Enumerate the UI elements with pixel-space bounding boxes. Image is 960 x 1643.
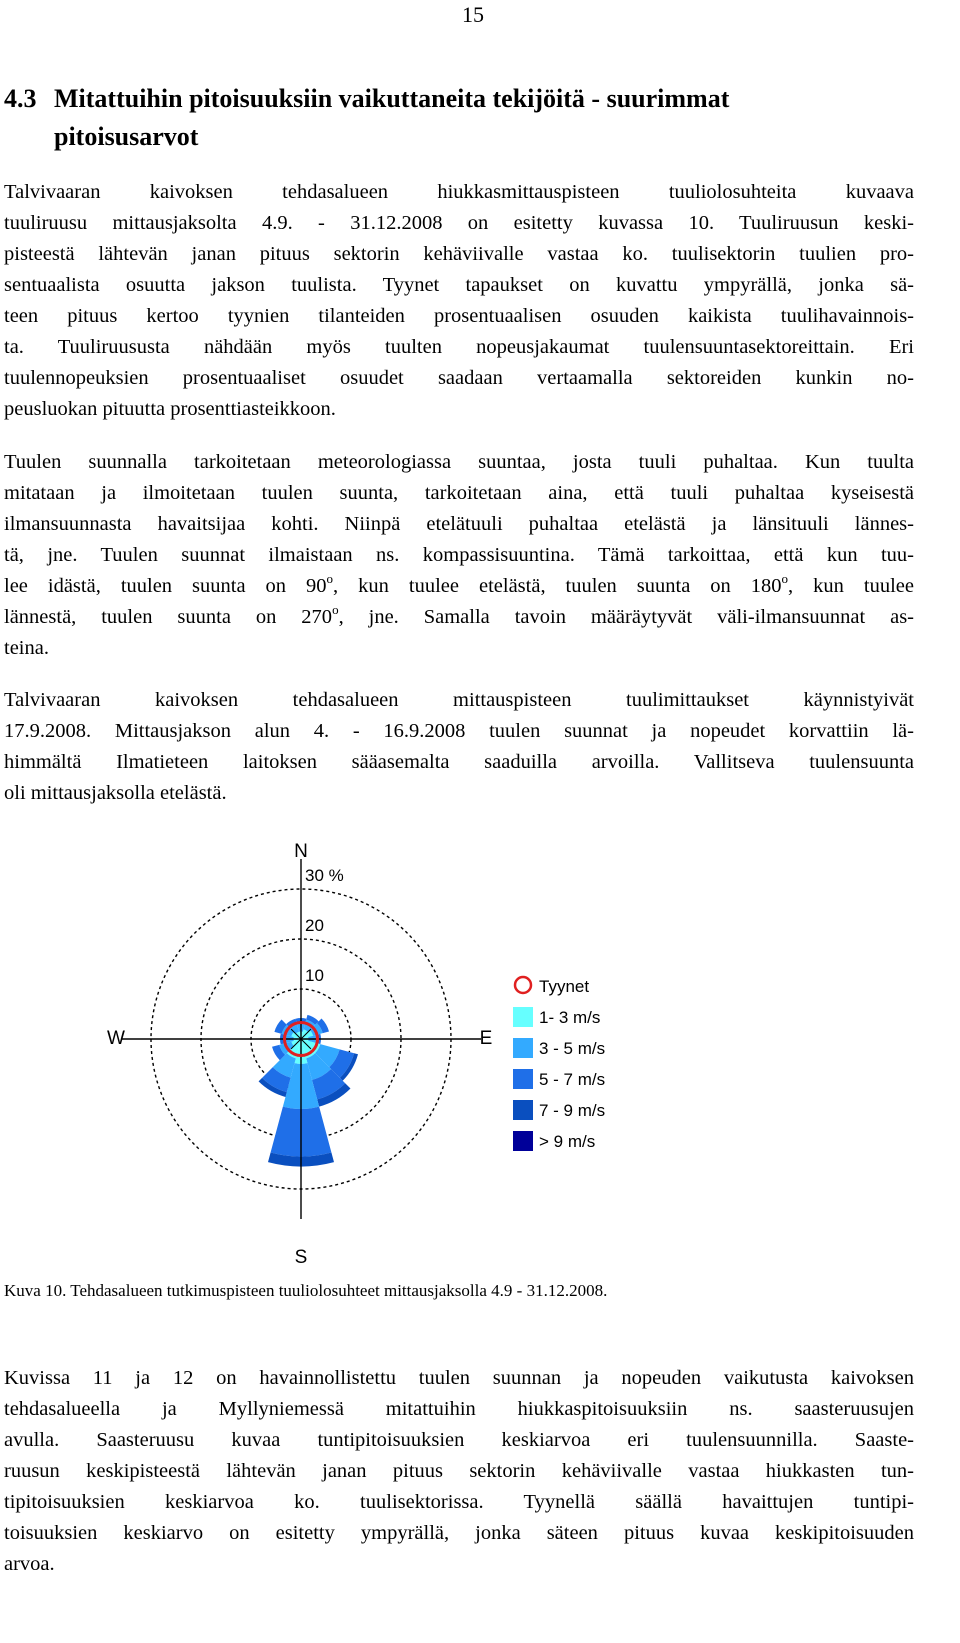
section-title-line-2: pitoisusarvot: [54, 122, 199, 151]
text-line: teina.: [4, 637, 49, 659]
compass-south: S: [294, 1247, 308, 1268]
rose-legend: [513, 977, 605, 1151]
legend-swatch-calm: [515, 977, 531, 993]
page-number: 15: [462, 2, 484, 27]
text-line: 17.9.2008. Mittausjakson alun 4. - 16.9.2008 tuulen suunnat ja nopeudet korvattiin lä-: [4, 720, 914, 742]
section-number: 4.3: [4, 84, 37, 113]
paragraph-2: [4, 447, 914, 664]
legend-label-7-9: 7 - 9 m/s: [539, 1101, 606, 1120]
text-line: ruusun keskipisteestä lähtevän janan pituus sektorin kehäviivalle vastaa hiukkasten tun-: [4, 1460, 914, 1482]
legend-label-calm: Tyynet: [539, 977, 590, 996]
text-line: peusluokan pituutta prosenttiasteikkoon.: [4, 398, 336, 420]
text-line: ilmansuunnasta havaitsijaa kohti. Niinpä etelätuuli puhaltaa etelästä ja länsituuli lännes-: [4, 513, 914, 535]
text-line: tipitoisuuksien keskiarvoa ko. tuulisektorissa. Tyynellä säällä havaittujen tuntipi-: [4, 1491, 914, 1513]
text-line: avulla. Saasteruusu kuvaa tuntipitoisuuksien keskiarvoa eri tuulensuunnilla. Saaste-: [4, 1429, 914, 1451]
text-line: pisteestä lähtevän janan pituus sektorin kehäviivalle vastaa ko. tuulisektorin tuulien pro-: [4, 243, 914, 265]
text-line: Tuulen suunnalla tarkoitetaan meteorologiassa suuntaa, josta tuuli puhaltaa. Kun tuulta: [4, 451, 914, 473]
text-line: himmältä Ilmatieteen laitoksen sääasemalta saaduilla arvoilla. Vallitseva tuulensuunta: [4, 751, 914, 773]
text-line: Talvivaaran kaivoksen tehdasalueen hiukkasmittauspisteen tuuliolosuhteita kuvaava: [4, 181, 914, 203]
legend-swatch-7-9: [513, 1100, 533, 1120]
legend-label-1-3: 1- 3 m/s: [539, 1008, 601, 1027]
text-line: mitataan ja ilmoitetaan tuulen suunta, tarkoitetaan aina, että tuuli puhaltaa kyseisestä: [4, 482, 914, 504]
text-line: Kuvissa 11 ja 12 on havainnollistettu tuulen suunnan ja nopeuden vaikutusta kaivoksen: [4, 1367, 914, 1389]
ring-label-30: 30 %: [305, 866, 344, 885]
paragraph-3: [4, 685, 914, 809]
text-line: sentuaalista osuutta jakson tuulista. Tyynet tapaukset on kuvattu ympyrällä, jonka sä-: [4, 274, 914, 296]
figure-caption: Kuva 10. Tehdasalueen tutkimuspisteen tuuliolosuhteet mittausjaksolla 4.9 - 31.12.2008.: [4, 1281, 608, 1300]
text-line-degrees-2: lännestä, tuulen suunta on 270$^o$, jne. Samalla tavoin määräytyvät väli-ilmansuunnat as-: [4, 602, 914, 628]
text-line: tuulennopeuksien prosentuaaliset osuudet saadaan vertaamalla sektoreiden kunkin no-: [4, 367, 914, 389]
compass-east: E: [479, 1028, 493, 1049]
legend-swatch-3-5: [513, 1038, 533, 1058]
legend-swatch-over-9: [513, 1131, 533, 1151]
rose-axes: [121, 859, 481, 1219]
text-line: tä, jne. Tuulen suunnat ilmaistaan ns. kompassisuuntina. Tämä tarkoittaa, että kun tuu-: [4, 544, 914, 566]
text-line: arvoa.: [4, 1553, 55, 1575]
text-line: toisuuksien keskiarvo on esitetty ympyrällä, jonka säteen pituus kuvaa keskipitoisuuden: [4, 1522, 914, 1544]
text-line: Talvivaaran kaivoksen tehdasalueen mittauspisteen tuulimittaukset käynnistyivät: [4, 689, 914, 711]
legend-swatch-1-3: [513, 1007, 533, 1027]
legend-swatch-5-7: [513, 1069, 533, 1089]
legend-label-5-7: 5 - 7 m/s: [539, 1070, 606, 1089]
text-line: teen pituus kertoo tyynien tilanteiden prosentuaalisen osuuden kaikista tuulihavainnois-: [4, 305, 914, 327]
text-line: oli mittausjaksolla etelästä.: [4, 782, 227, 804]
paragraph-4: [4, 1363, 914, 1580]
section-heading: [4, 80, 904, 156]
section-title-line-1: Mitattuihin pitoisuuksiin vaikuttaneita tekijöitä - suurimmat: [54, 84, 730, 113]
paragraph-1: [4, 177, 914, 425]
compass-west: W: [107, 1028, 125, 1049]
legend-label-over-9: > 9 m/s: [539, 1132, 596, 1151]
ring-label-20: 20: [305, 916, 324, 935]
text-line-degrees-1: lee idästä, tuulen suunta on 90$^o$, kun tuulee etelästä, tuulen suunta on 180$^o$, kun tuulee: [4, 571, 914, 597]
text-line: ta. Tuuliruususta nähdään myös tuulten nopeusjakaumat tuulensuuntasektoreittain. Eri: [4, 336, 914, 358]
wind-rose-chart: [0, 835, 960, 1275]
ring-label-10: 10: [305, 966, 324, 985]
legend-label-3-5: 3 - 5 m/s: [539, 1039, 606, 1058]
text-line: tehdasalueella ja Myllyniemessä mitattuihin hiukkaspitoisuuksiin ns. saasteruusujen: [4, 1398, 914, 1420]
text-line: tuuliruusu mittausjaksolta 4.9. - 31.12.2008 on esitetty kuvassa 10. Tuuliruusun keski-: [4, 212, 914, 234]
compass-north: N: [294, 841, 308, 862]
rose-sectors: [259, 1015, 358, 1167]
